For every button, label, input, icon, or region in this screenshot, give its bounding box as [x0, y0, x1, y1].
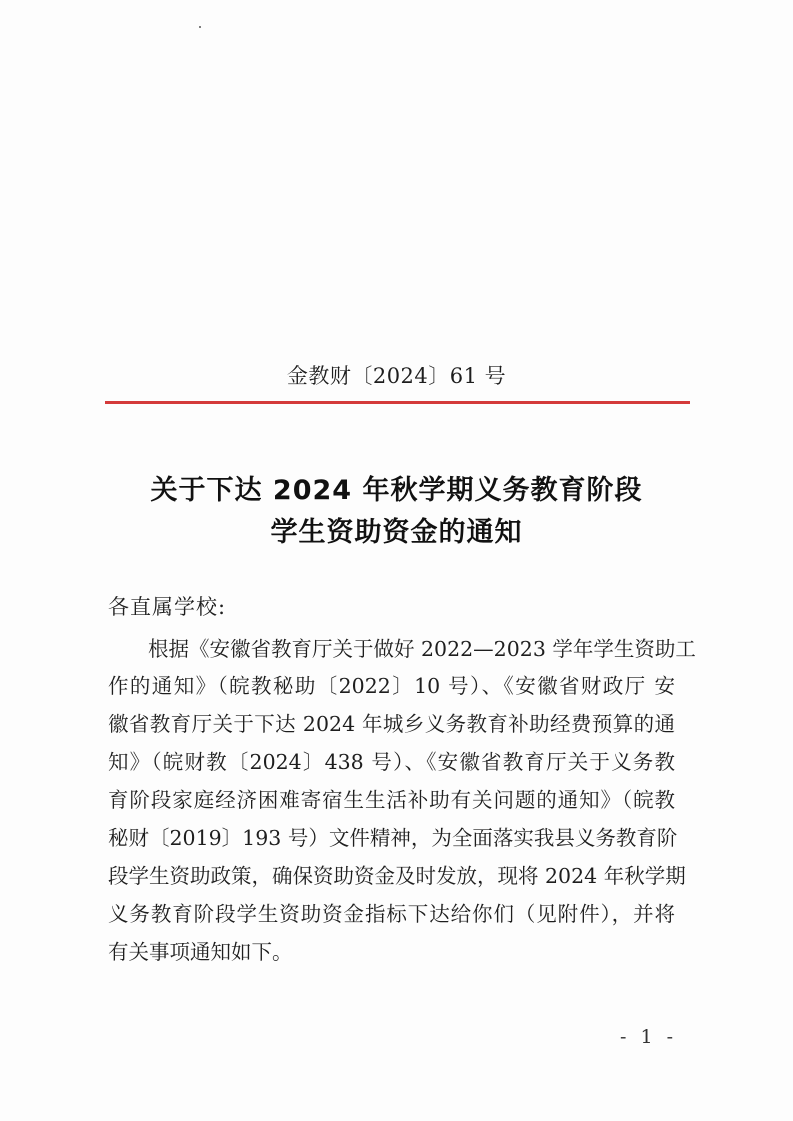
body-line-3: 徽省教育厅关于下达 2024 年城乡义务教育补助经费预算的通 [108, 712, 675, 736]
body-line-5: 育阶段家庭经济困难寄宿生生活补助有关问题的通知》（皖教 [108, 788, 675, 812]
page-number: - 1 - [620, 1026, 678, 1048]
red-separator-rule [105, 401, 690, 404]
document-title-line-1: 关于下达 2024 年秋学期义务教育阶段 [150, 475, 643, 506]
body-line-4: 知》（皖财教〔2024〕438 号）、《安徽省教育厅关于义务教 [108, 750, 675, 774]
body-line-9: 有关事项通知如下。 [108, 940, 293, 964]
body-line-8: 义务教育阶段学生资助资金指标下达给你们（见附件），并将 [108, 902, 675, 926]
body-line-1: 根据《安徽省教育厅关于做好 2022—2023 学年学生资助工 [148, 637, 696, 661]
salutation: 各直属学校: [108, 595, 227, 619]
body-line-2: 作的通知》（皖教秘助〔2022〕10 号）、《安徽省财政厅 安 [108, 674, 675, 698]
body-line-6: 秘财〔2019〕193 号）文件精神，为全面落实我县义务教育阶 [108, 826, 678, 850]
document-number: 金教财〔2024〕61 号 [286, 364, 507, 388]
body-line-7: 段学生资助政策，确保资助资金及时发放，现将 2024 年秋学期 [108, 864, 686, 888]
document-title-line-2: 学生资助资金的通知 [270, 517, 523, 548]
scan-speck [199, 26, 201, 28]
